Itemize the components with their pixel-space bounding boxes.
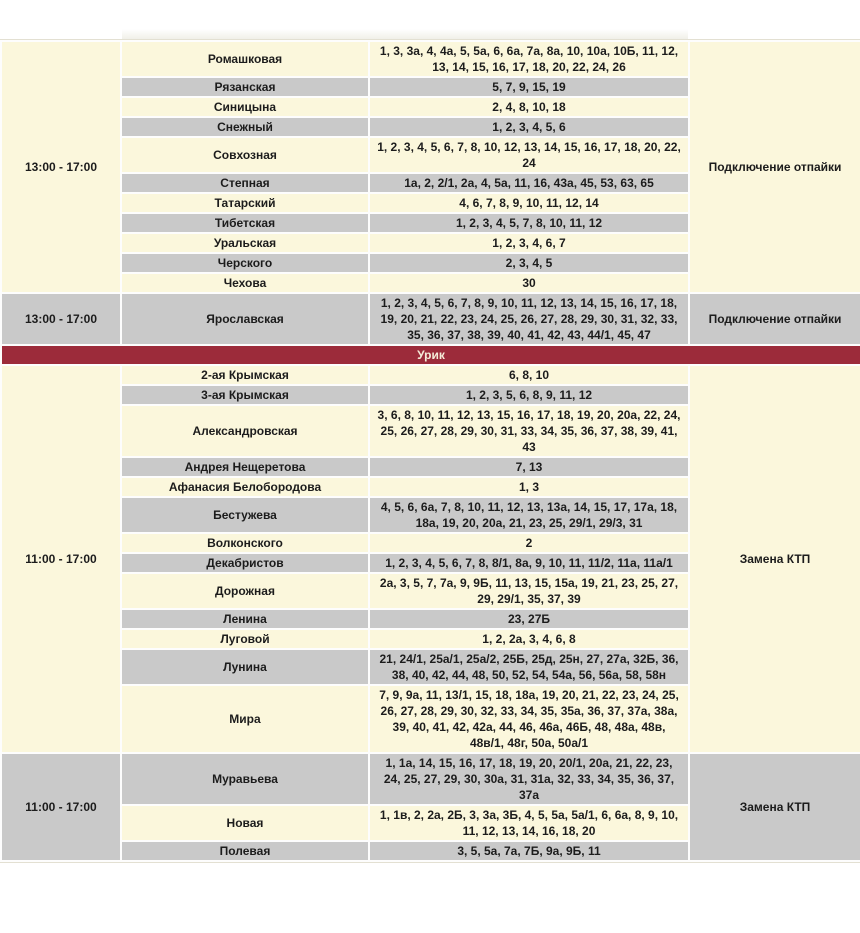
time-range-cell: 13:00 - 17:00 bbox=[1, 41, 121, 293]
street-cell: Уральская bbox=[121, 233, 369, 253]
houses-cell: 2, 4, 8, 10, 18 bbox=[369, 97, 689, 117]
street-cell: Синицына bbox=[121, 97, 369, 117]
houses-cell: 1, 2, 3, 4, 5, 6, 7, 8, 9, 10, 11, 12, 13, 14, 15, 16, 17, 18, 19, 20, 21, 22, 23, 24, 25, 26, 27, 28, 29, 30, 31, 32, 33, 35, 36, 37, 38, 39, 40, 41, 42, 43, 44/1, 45, 47 bbox=[369, 293, 689, 345]
houses-cell: 1, 2, 3, 4, 5, 6, 7, 8, 10, 12, 13, 14, 15, 16, 17, 18, 20, 22, 24 bbox=[369, 137, 689, 173]
houses-cell: 1а, 2, 2/1, 2а, 4, 5а, 11, 16, 43а, 45, 53, 63, 65 bbox=[369, 173, 689, 193]
outage-schedule-table bbox=[0, 40, 860, 862]
street-cell: Полевая bbox=[121, 841, 369, 861]
clipped-row-remnant bbox=[122, 29, 688, 40]
street-cell: Муравьева bbox=[121, 753, 369, 805]
street-cell: 3-ая Крымская bbox=[121, 385, 369, 405]
houses-cell: 23, 27Б bbox=[369, 609, 689, 629]
street-cell: Лунина bbox=[121, 649, 369, 685]
houses-cell: 7, 9, 9а, 11, 13/1, 15, 18, 18а, 19, 20, 21, 22, 23, 24, 25, 26, 27, 28, 29, 30, 32, 33, 34, 35, 35а, 36, 37, 37а, 38а, 39, 40, 41, 42, 42а, 44, 46, 46а, 46Б, 48, 48а, 48в, 48в/1, 48г, 50а, 50а/1 bbox=[369, 685, 689, 753]
district-band-label: Урик bbox=[1, 345, 860, 365]
street-cell: 2-ая Крымская bbox=[121, 365, 369, 385]
work-type-cell: Замена КТП bbox=[689, 753, 860, 861]
street-cell: Тибетская bbox=[121, 213, 369, 233]
district-band-row bbox=[1, 345, 860, 365]
houses-cell: 30 bbox=[369, 273, 689, 293]
street-cell: Ленина bbox=[121, 609, 369, 629]
street-cell: Мира bbox=[121, 685, 369, 753]
street-cell: Декабристов bbox=[121, 553, 369, 573]
street-cell: Ярославская bbox=[121, 293, 369, 345]
time-range-cell: 11:00 - 17:00 bbox=[1, 753, 121, 861]
houses-cell: 1, 2, 3, 4, 6, 7 bbox=[369, 233, 689, 253]
houses-cell: 1, 1в, 2, 2а, 2Б, 3, 3а, 3Б, 4, 5, 5а, 5а/1, 6, 6а, 8, 9, 10, 11, 12, 13, 14, 16, 18, 20 bbox=[369, 805, 689, 841]
houses-cell: 1, 3 bbox=[369, 477, 689, 497]
street-cell: Луговой bbox=[121, 629, 369, 649]
houses-cell: 6, 8, 10 bbox=[369, 365, 689, 385]
table-row bbox=[1, 753, 860, 805]
street-cell: Новая bbox=[121, 805, 369, 841]
outage-table-body bbox=[1, 41, 860, 861]
houses-cell: 4, 6, 7, 8, 9, 10, 11, 12, 14 bbox=[369, 193, 689, 213]
houses-cell: 2а, 3, 5, 7, 7а, 9, 9Б, 11, 13, 15, 15а, 19, 21, 23, 25, 27, 29, 29/1, 35, 37, 39 bbox=[369, 573, 689, 609]
table-row bbox=[1, 365, 860, 385]
houses-cell: 1, 2, 3, 4, 5, 7, 8, 10, 11, 12 bbox=[369, 213, 689, 233]
street-cell: Ромашковая bbox=[121, 41, 369, 77]
street-cell: Волконского bbox=[121, 533, 369, 553]
houses-cell: 1, 2, 3, 4, 5, 6 bbox=[369, 117, 689, 137]
houses-cell: 2, 3, 4, 5 bbox=[369, 253, 689, 273]
street-cell: Рязанская bbox=[121, 77, 369, 97]
houses-cell: 1, 2, 3, 4, 5, 6, 7, 8, 8/1, 8а, 9, 10, 11, 11/2, 11а, 11а/1 bbox=[369, 553, 689, 573]
houses-cell: 21, 24/1, 25а/1, 25а/2, 25Б, 25д, 25н, 27, 27а, 32Б, 36, 38, 40, 42, 44, 48, 50, 52, 54, 54а, 56, 56а, 58, 58н bbox=[369, 649, 689, 685]
street-cell: Чехова bbox=[121, 273, 369, 293]
work-type-cell: Подключение отпайки bbox=[689, 41, 860, 293]
houses-cell: 1, 3, 3а, 4, 4а, 5, 5а, 6, 6а, 7а, 8а, 10, 10а, 10Б, 11, 12, 13, 14, 15, 16, 17, 18, 20, 22, 24, 26 bbox=[369, 41, 689, 77]
street-cell: Степная bbox=[121, 173, 369, 193]
street-cell: Снежный bbox=[121, 117, 369, 137]
street-cell: Черского bbox=[121, 253, 369, 273]
time-range-cell: 11:00 - 17:00 bbox=[1, 365, 121, 753]
street-cell: Андрея Нещеретова bbox=[121, 457, 369, 477]
work-type-cell: Подключение отпайки bbox=[689, 293, 860, 345]
table-row bbox=[1, 41, 860, 77]
street-cell: Дорожная bbox=[121, 573, 369, 609]
street-cell: Александровская bbox=[121, 405, 369, 457]
work-type-cell: Замена КТП bbox=[689, 365, 860, 753]
houses-cell: 7, 13 bbox=[369, 457, 689, 477]
houses-cell: 4, 5, 6, 6а, 7, 8, 10, 11, 12, 13, 13а, 14, 15, 17, 17а, 18, 18а, 19, 20, 20а, 21, 23, 25, 29/1, 29/3, 31 bbox=[369, 497, 689, 533]
houses-cell: 3, 5, 5а, 7а, 7Б, 9а, 9Б, 11 bbox=[369, 841, 689, 861]
street-cell: Бестужева bbox=[121, 497, 369, 533]
houses-cell: 1, 2, 2а, 3, 4, 6, 8 bbox=[369, 629, 689, 649]
street-cell: Татарский bbox=[121, 193, 369, 213]
houses-cell: 1, 2, 3, 5, 6, 8, 9, 11, 12 bbox=[369, 385, 689, 405]
street-cell: Афанасия Белобородова bbox=[121, 477, 369, 497]
houses-cell: 1, 1а, 14, 15, 16, 17, 18, 19, 20, 20/1, 20а, 21, 22, 23, 24, 25, 27, 29, 30, 30а, 31, 31а, 32, 33, 34, 35, 36, 37, 37а bbox=[369, 753, 689, 805]
houses-cell: 2 bbox=[369, 533, 689, 553]
street-cell: Совхозная bbox=[121, 137, 369, 173]
time-range-cell: 13:00 - 17:00 bbox=[1, 293, 121, 345]
houses-cell: 3, 6, 8, 10, 11, 12, 13, 15, 16, 17, 18, 19, 20, 20а, 22, 24, 25, 26, 27, 28, 29, 30, 31, 33, 34, 35, 36, 37, 38, 39, 41, 43 bbox=[369, 405, 689, 457]
table-row bbox=[1, 293, 860, 345]
houses-cell: 5, 7, 9, 15, 19 bbox=[369, 77, 689, 97]
